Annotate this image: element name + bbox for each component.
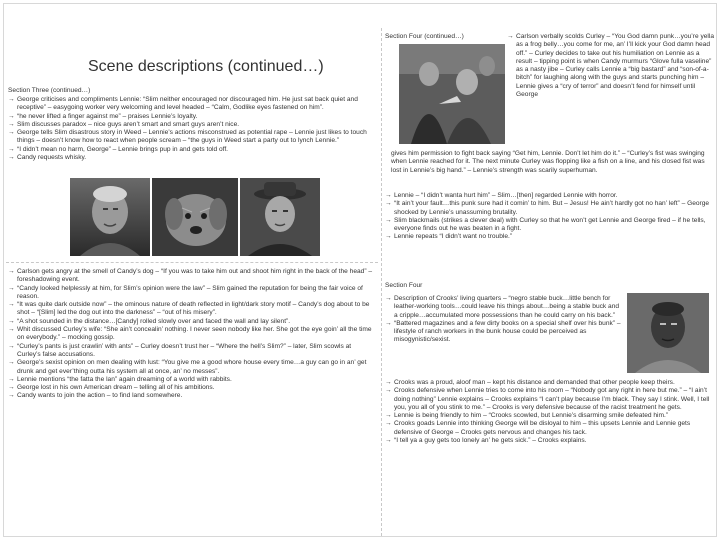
list-item: → Crooks goads Lennie into thinking George will be disloyal to him – this upsets Lennie and Lennie gets defensive of George – Crooks gets nervous and changes his tack. xyxy=(385,420,715,437)
list-item: → George’s sexist opinion on men dealing with lust: “You give me a good whore house every time…a guy can go in an’ get drunk and get ever’thing outta his system all at once, an’ no messes”. xyxy=(8,359,376,376)
list-item: → George tells Slim disastrous story in Weed – Lennie’s actions misconstrued as potential rape – Lennie just likes to touch things – doesn’t know how to react when people scream – “the guys in Weed start a party out to lynch Lennie.” xyxy=(8,129,376,146)
left-section-divider xyxy=(6,262,378,263)
carlson-bullet-list xyxy=(507,33,715,99)
list-item: → Lennie is being friendly to him – “Crooks scowled, but Lennie’s disarming smile defeated him.” xyxy=(385,412,715,420)
list-item: → Carlson verbally scolds Curley – “You God damn punk…you’re yella as a frog belly…you come for me, an’ I’ll kick your God damn head off.” – Curley decides to take out his humiliation on Lennie as a result – tipping point is when Candy murmurs “Glove fulla vaseline” as a nasty jibe – Curley calls Lennie a “big bastard” and “son-of-a-bitch” for laughing along with the guys and starts punching him – Lennie gives a “cry of terror” and doesn’t fend for himself until George xyxy=(507,33,715,99)
list-item: → “Battered magazines and a few dirty books on a special shelf over his bunk” – lifestyle of ranch workers in the bunk house could be perceived as misogynistic/sexist. xyxy=(385,320,623,345)
list-item: → “I didn’t mean no harm, George” – Lennie brings pup in and gets told off. xyxy=(8,146,376,154)
list-item: → Whit discussed Curley’s wife: “She ain’t concealin’ nothing. I never seen nobody like her. She got the eye goin’ all the time on everybody.” – mocking gossip. xyxy=(8,326,376,343)
carlson-photo xyxy=(240,178,320,256)
list-item: → Candy requests whisky. xyxy=(8,154,376,162)
list-item: → “A shot sounded in the distance…[Candy] rolled slowly over and faced the wall and lay silent”. xyxy=(8,318,376,326)
section-three-bullets xyxy=(8,96,376,162)
list-item: → Lennie repeats “I didn’t want no trouble.” xyxy=(385,233,715,241)
list-item: → “Candy looked helplessly at him, for Slim’s opinion were the law” – Slim gained the reputation for being the fair voice of reason. xyxy=(8,285,376,302)
list-item: → “It was quite dark outside now” – the ominous nature of death reflected in light/dark story motif – Candy’s dog about to be shot – “[Slim] led the dog out into the darkness” – “out of his misery”. xyxy=(8,301,376,318)
carlson-bullet-continuation: gives him permission to fight back saying “Get him, Lennie. Don’t let him do it.” – “Curley’s fist was swinging when Lennie reached for it. The next minute Curley was flopping like a fish on a line, and his closed fist was lost in Lennie’s big hand.” – Lennie’s strength was scarily superhuman. xyxy=(391,150,705,174)
section-three-heading: Section Three (continued…) xyxy=(8,87,91,94)
list-item: → Slim blackmails (strikes a clever deal) with Curley so that he won’t get Lennie and George fired – if he tells, everyone finds out he was beaten in a fight. xyxy=(385,217,715,234)
list-item: → Lennie mentions “the fatta the lan” again dreaming of a world with rabbits. xyxy=(8,376,376,384)
crooks-photo xyxy=(627,293,709,373)
section-four-heading: Section Four xyxy=(385,282,423,289)
candy-photo xyxy=(70,178,150,256)
list-item: → “I tell ya a guy gets too lonely an’ he gets sick.” – Crooks explains. xyxy=(385,437,715,445)
section-three-bullets-continued xyxy=(8,268,376,401)
list-item: → “It ain’t your fault…this punk sure had it comin’ to him. But – Jesus! He ain’t hardly got no han’ left” – George shocked by Lennie’s unassuming brutality. xyxy=(385,200,715,217)
list-item: → George lost in his own American dream – telling all of his ambitions. xyxy=(8,384,376,392)
list-item: → George criticises and compliments Lennie: “Slim neither encouraged nor discouraged him. He just sat back quiet and receptive” – easygoing worker very welcoming and level headed – “Calm, Godlike eyes fastened on him”. xyxy=(8,96,376,113)
list-item: → Lennie – “I didn’t wanta hurt him” – Slim…[then] regarded Lennie with horror. xyxy=(385,192,715,200)
list-item: → Candy wants to join the action – to find land somewhere. xyxy=(8,392,376,400)
section-four-continued-heading: Section Four (continued…) xyxy=(385,33,464,40)
crooks-bullets-narrow xyxy=(385,295,623,345)
list-item: → Slim discusses paradox – nice guys aren’t smart and smart guys aren’t nice. xyxy=(8,121,376,129)
list-item: → Carlson gets angry at the smell of Candy’s dog – “If you was to take him out and shoot him right in the back of the head” – foreshadowing event. xyxy=(8,268,376,285)
page-title: Scene descriptions (continued…) xyxy=(88,58,324,75)
fight-scene-photo xyxy=(399,44,505,144)
crooks-bullets-wide xyxy=(385,379,715,445)
list-item: → Crooks was a proud, aloof man – kept his distance and demanded that other people keep theirs. xyxy=(385,379,715,387)
section-four-continued-bullets xyxy=(385,192,715,242)
old-dog-photo xyxy=(152,178,238,256)
list-item: → “Curley’s pants is just crawlin’ with ants” – Curley doesn’t trust her – “Where the hell’s Slim?” – later, Slim scowls at Curley’s false accusations. xyxy=(8,343,376,360)
list-item: → Crooks defensive when Lennie tries to come into his room – “Nobody got any right in here but me.” – “I ain’t doing nothing” Lennie explains – Crooks explains “I can’t play because I’m black. They say I stink. Well, I tell you, you all of you stink to me.” – Crooks is very defensive because of the racist treatment he gets. xyxy=(385,387,715,412)
column-divider xyxy=(381,28,382,536)
list-item: → “he never lifted a finger against me” – praises Lennie’s loyalty. xyxy=(8,113,376,121)
list-item: → Description of Crooks’ living quarters – “negro stable buck…little bench for leather-working tools…could leave his things about…being a stable buck and a cripple…accumulated more possessions than he could carry on his back.” xyxy=(385,295,623,320)
